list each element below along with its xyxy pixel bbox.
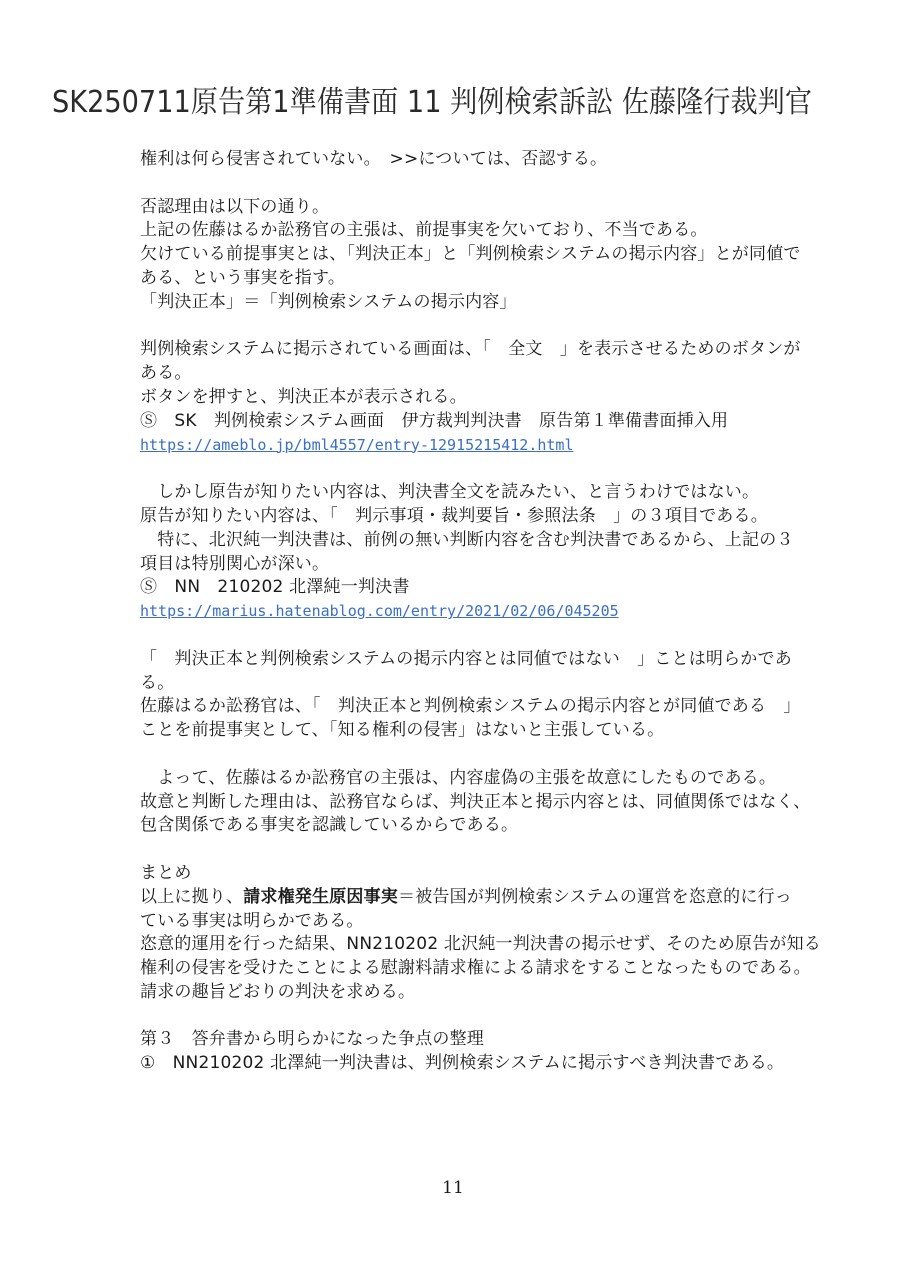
handwritten-header <box>52 70 832 130</box>
page-number: 11 <box>442 1178 464 1198</box>
handwritten-title: SK250711原告第1準備書面 11 判例検索訴訟 佐藤隆行裁判官 <box>52 85 812 120</box>
paragraph-line: 上記の佐藤はるか訟務官の主張は、前提事実を欠いており、不当である。 <box>140 220 708 241</box>
body-text <box>140 148 860 1076</box>
reference-link-line <box>140 434 860 458</box>
paragraph-line: ことを前提事実として、「知る権利の侵害」はないと主張している。 <box>140 720 665 741</box>
section-heading-summary: まとめ <box>140 862 192 883</box>
paragraph-line: よって、佐藤はるか訟務官の主張は、内容虚偽の主張を故意にしたものである。 <box>140 767 777 788</box>
paragraph-line: Ⓢ SK 判例検索システム画面 伊方裁判判決書 原告第１準備書面挿入用 <box>140 410 729 431</box>
paragraph-line: 欠けている前提事実とは、「判決正本」と「判例検索システムの掲示内容」とが同値で <box>140 244 801 265</box>
paragraph-line: 請求の趣旨どおりの判決を求める。 <box>140 981 416 1002</box>
paragraph-line: 権利の侵害を受けたことによる慰謝料請求権による請求をすることなったものである。 <box>140 958 811 979</box>
bold-term: 請求権発生原因事実 <box>243 886 399 907</box>
paragraph-line: 包含関係である事実を認識しているからである。 <box>140 815 519 836</box>
text-segment: ＝被告国が判例検索システムの運営を恣意的に行っ <box>398 886 792 907</box>
paragraph-line: ている事実は明らかである。 <box>140 910 364 931</box>
paragraph-line: 「判決正本」＝「判例検索システムの掲示内容」 <box>140 291 517 312</box>
paragraph-line: 特に、北沢純一判決書は、前例の無い判断内容を含む判決書であるから、上記の３ <box>140 529 794 550</box>
paragraph-line: ボタンを押すと、判決正本が表示される。 <box>140 386 467 407</box>
paragraph-line <box>140 886 860 910</box>
paragraph-line: 項目は特別関心が深い。 <box>140 553 330 574</box>
paragraph-line: 恣意的運用を行った結果、NN210202 北沢純一判決書の掲示せず、そのため原告が知る <box>140 934 821 955</box>
reference-link-hatena[interactable]: https://marius.hatenablog.com/entry/2021/02/06/045205 <box>140 602 619 621</box>
paragraph-line: 佐藤はるか訟務官は、「 判決正本と判例検索システムの掲示内容とが同値である 」 <box>140 696 801 717</box>
paragraph-line: 故意と判断した理由は、訟務官ならば、判決正本と掲示内容とは、同値関係ではなく、 <box>140 791 811 812</box>
text-segment: 以上に拠り、 <box>140 886 244 907</box>
paragraph-line: ある、という事実を指す。 <box>140 267 346 288</box>
reference-link-line <box>140 600 860 624</box>
paragraph-line: 原告が知りたい内容は、「 判示事項・裁判要旨・参照法条 」の３項目である。 <box>140 505 768 526</box>
paragraph-line: 判例検索システムに掲示されている画面は、「 全文 」を表示させるためのボタンが <box>140 339 801 360</box>
paragraph-line: 否認理由は以下の通り。 <box>140 196 330 217</box>
paragraph-line: ① NN210202 北澤純一判決書は、判例検索システムに掲示すべき判決書である。 <box>140 1053 785 1074</box>
paragraph-line: 「 判決正本と判例検索システムの掲示内容とは同値ではない 」ことは明らかであ <box>140 648 792 669</box>
paragraph-line: る。 <box>140 672 175 693</box>
paragraph-line: ある。 <box>140 363 192 384</box>
section-heading-issues: 第３ 答弁書から明らかになった争点の整理 <box>140 1029 484 1050</box>
paragraph-line: しかし原告が知りたい内容は、判決書全文を読みたい、と言うわけではない。 <box>140 482 760 503</box>
reference-link-ameblo[interactable]: https://ameblo.jp/bml4557/entry-12915215412.html <box>140 435 574 454</box>
paragraph-line: 権利は何ら侵害されていない。 >>については、否認する。 <box>140 149 608 169</box>
paragraph-line: Ⓢ NN 210202 北澤純一判決書 <box>140 577 410 598</box>
